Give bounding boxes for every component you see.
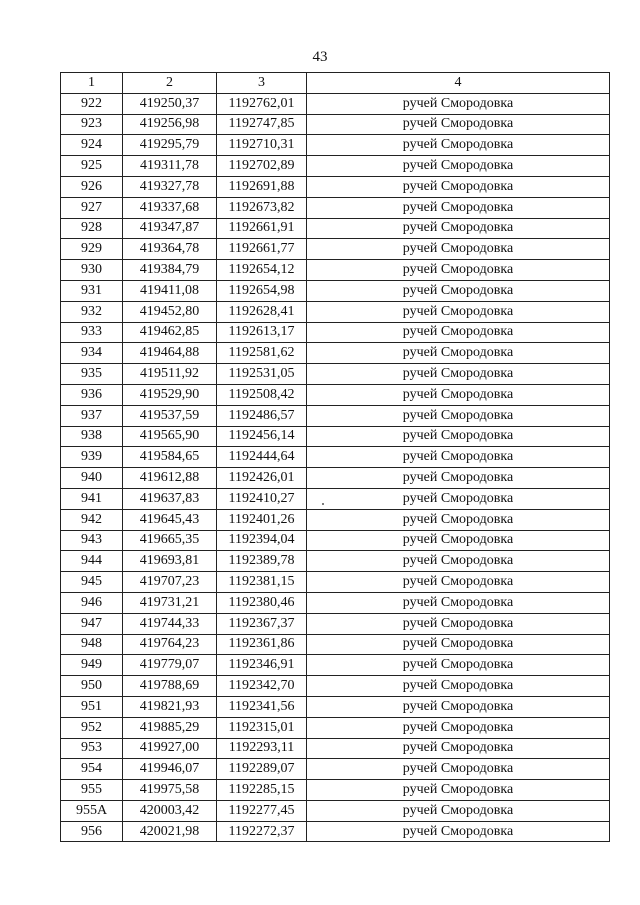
- point-number-cell: 941: [61, 488, 123, 509]
- table-row: [61, 239, 610, 260]
- point-number-cell: 933: [61, 322, 123, 343]
- y-coordinate-cell: 1192289,07: [217, 759, 307, 780]
- x-coordinate-cell: 419295,79: [123, 135, 217, 156]
- object-name-cell: ручей Смородовка: [307, 488, 610, 509]
- point-number-cell: 931: [61, 280, 123, 301]
- point-number-cell: 936: [61, 384, 123, 405]
- object-name-cell: ручей Смородовка: [307, 613, 610, 634]
- point-number-cell: 928: [61, 218, 123, 239]
- point-number-cell: 947: [61, 613, 123, 634]
- point-number-cell: 943: [61, 530, 123, 551]
- x-coordinate-cell: 419779,07: [123, 655, 217, 676]
- y-coordinate-cell: 1192456,14: [217, 426, 307, 447]
- object-name-cell: ручей Смородовка: [307, 717, 610, 738]
- point-number-cell: 927: [61, 197, 123, 218]
- x-coordinate-cell: 419975,58: [123, 780, 217, 801]
- table-row: [61, 613, 610, 634]
- object-name-cell: ручей Смородовка: [307, 509, 610, 530]
- point-number-cell: 934: [61, 343, 123, 364]
- table-row: [61, 592, 610, 613]
- y-coordinate-cell: 1192367,37: [217, 613, 307, 634]
- point-number-cell: 942: [61, 509, 123, 530]
- object-name-cell: ручей Смородовка: [307, 218, 610, 239]
- y-coordinate-cell: 1192581,62: [217, 343, 307, 364]
- y-coordinate-cell: 1192508,42: [217, 384, 307, 405]
- point-number-cell: 930: [61, 260, 123, 281]
- y-coordinate-cell: 1192285,15: [217, 780, 307, 801]
- y-coordinate-cell: 1192315,01: [217, 717, 307, 738]
- table-row: [61, 405, 610, 426]
- object-name-cell: ручей Смородовка: [307, 405, 610, 426]
- x-coordinate-cell: 419256,98: [123, 114, 217, 135]
- point-number-cell: 953: [61, 738, 123, 759]
- object-name-cell: ручей Смородовка: [307, 572, 610, 593]
- x-coordinate-cell: 419665,35: [123, 530, 217, 551]
- table-row: [61, 634, 610, 655]
- y-coordinate-cell: 1192272,37: [217, 821, 307, 842]
- y-coordinate-cell: 1192661,77: [217, 239, 307, 260]
- x-coordinate-cell: 419337,68: [123, 197, 217, 218]
- object-name-cell: ручей Смородовка: [307, 301, 610, 322]
- table-row: [61, 800, 610, 821]
- x-coordinate-cell: 419529,90: [123, 384, 217, 405]
- y-coordinate-cell: 1192277,45: [217, 800, 307, 821]
- x-coordinate-cell: 419885,29: [123, 717, 217, 738]
- point-number-cell: 925: [61, 156, 123, 177]
- table-row: [61, 384, 610, 405]
- header-row: [61, 73, 610, 94]
- object-name-cell: ручей Смородовка: [307, 738, 610, 759]
- point-number-cell: 938: [61, 426, 123, 447]
- x-coordinate-cell: 419384,79: [123, 260, 217, 281]
- header-y-coordinate: 3: [217, 73, 307, 94]
- x-coordinate-cell: 419645,43: [123, 509, 217, 530]
- x-coordinate-cell: 419788,69: [123, 676, 217, 697]
- point-number-cell: 951: [61, 696, 123, 717]
- x-coordinate-cell: 419250,37: [123, 93, 217, 114]
- table-header: [61, 73, 610, 94]
- point-number-cell: 955А: [61, 800, 123, 821]
- x-coordinate-cell: 419464,88: [123, 343, 217, 364]
- object-name-cell: ручей Смородовка: [307, 343, 610, 364]
- object-name-cell: ручей Смородовка: [307, 821, 610, 842]
- scan-speck: [322, 503, 324, 505]
- y-coordinate-cell: 1192381,15: [217, 572, 307, 593]
- table-row: [61, 676, 610, 697]
- table-row: [61, 572, 610, 593]
- table-row: [61, 468, 610, 489]
- page-number: 43: [312, 49, 328, 65]
- y-coordinate-cell: 1192702,89: [217, 156, 307, 177]
- y-coordinate-cell: 1192654,98: [217, 280, 307, 301]
- x-coordinate-cell: 419452,80: [123, 301, 217, 322]
- point-number-cell: 949: [61, 655, 123, 676]
- point-number-cell: 922: [61, 93, 123, 114]
- point-number-cell: 955: [61, 780, 123, 801]
- table-row: [61, 759, 610, 780]
- table-row: [61, 551, 610, 572]
- y-coordinate-cell: 1192762,01: [217, 93, 307, 114]
- table-row: [61, 530, 610, 551]
- table-row: [61, 696, 610, 717]
- table-row: [61, 655, 610, 676]
- table-row: [61, 780, 610, 801]
- object-name-cell: ручей Смородовка: [307, 634, 610, 655]
- y-coordinate-cell: 1192661,91: [217, 218, 307, 239]
- object-name-cell: ручей Смородовка: [307, 93, 610, 114]
- y-coordinate-cell: 1192673,82: [217, 197, 307, 218]
- point-number-cell: 937: [61, 405, 123, 426]
- x-coordinate-cell: 419821,93: [123, 696, 217, 717]
- point-number-cell: 932: [61, 301, 123, 322]
- point-number-cell: 950: [61, 676, 123, 697]
- x-coordinate-cell: 419764,23: [123, 634, 217, 655]
- point-number-cell: 935: [61, 364, 123, 385]
- object-name-cell: ручей Смородовка: [307, 447, 610, 468]
- y-coordinate-cell: 1192531,05: [217, 364, 307, 385]
- point-number-cell: 940: [61, 468, 123, 489]
- point-number-cell: 944: [61, 551, 123, 572]
- object-name-cell: ручей Смородовка: [307, 280, 610, 301]
- point-number-cell: 946: [61, 592, 123, 613]
- table-row: [61, 488, 610, 509]
- x-coordinate-cell: 419537,59: [123, 405, 217, 426]
- x-coordinate-cell: 419927,00: [123, 738, 217, 759]
- object-name-cell: ручей Смородовка: [307, 468, 610, 489]
- table-row: [61, 447, 610, 468]
- table-row: [61, 156, 610, 177]
- object-name-cell: ручей Смородовка: [307, 197, 610, 218]
- object-name-cell: ручей Смородовка: [307, 260, 610, 281]
- x-coordinate-cell: 419411,08: [123, 280, 217, 301]
- point-number-cell: 924: [61, 135, 123, 156]
- point-number-cell: 939: [61, 447, 123, 468]
- x-coordinate-cell: 420003,42: [123, 800, 217, 821]
- point-number-cell: 926: [61, 176, 123, 197]
- table-row: [61, 343, 610, 364]
- y-coordinate-cell: 1192691,88: [217, 176, 307, 197]
- x-coordinate-cell: 420021,98: [123, 821, 217, 842]
- x-coordinate-cell: 419364,78: [123, 239, 217, 260]
- x-coordinate-cell: 419731,21: [123, 592, 217, 613]
- table-row: [61, 322, 610, 343]
- y-coordinate-cell: 1192628,41: [217, 301, 307, 322]
- point-number-cell: 923: [61, 114, 123, 135]
- table-row: [61, 218, 610, 239]
- y-coordinate-cell: 1192346,91: [217, 655, 307, 676]
- table-row: [61, 426, 610, 447]
- y-coordinate-cell: 1192341,56: [217, 696, 307, 717]
- x-coordinate-cell: 419311,78: [123, 156, 217, 177]
- x-coordinate-cell: 419707,23: [123, 572, 217, 593]
- y-coordinate-cell: 1192342,70: [217, 676, 307, 697]
- object-name-cell: ручей Смородовка: [307, 176, 610, 197]
- y-coordinate-cell: 1192654,12: [217, 260, 307, 281]
- object-name-cell: ручей Смородовка: [307, 759, 610, 780]
- table-row: [61, 260, 610, 281]
- y-coordinate-cell: 1192747,85: [217, 114, 307, 135]
- object-name-cell: ручей Смородовка: [307, 135, 610, 156]
- y-coordinate-cell: 1192394,04: [217, 530, 307, 551]
- object-name-cell: ручей Смородовка: [307, 696, 610, 717]
- y-coordinate-cell: 1192410,27: [217, 488, 307, 509]
- x-coordinate-cell: 419511,92: [123, 364, 217, 385]
- y-coordinate-cell: 1192389,78: [217, 551, 307, 572]
- x-coordinate-cell: 419693,81: [123, 551, 217, 572]
- y-coordinate-cell: 1192444,64: [217, 447, 307, 468]
- table-row: [61, 176, 610, 197]
- x-coordinate-cell: 419347,87: [123, 218, 217, 239]
- x-coordinate-cell: 419565,90: [123, 426, 217, 447]
- table-row: [61, 301, 610, 322]
- point-number-cell: 954: [61, 759, 123, 780]
- x-coordinate-cell: 419612,88: [123, 468, 217, 489]
- table-body: [61, 93, 610, 842]
- point-number-cell: 945: [61, 572, 123, 593]
- table-row: [61, 135, 610, 156]
- x-coordinate-cell: 419637,83: [123, 488, 217, 509]
- object-name-cell: ручей Смородовка: [307, 426, 610, 447]
- object-name-cell: ручей Смородовка: [307, 364, 610, 385]
- y-coordinate-cell: 1192380,46: [217, 592, 307, 613]
- x-coordinate-cell: 419584,65: [123, 447, 217, 468]
- coordinates-table: [60, 72, 610, 842]
- x-coordinate-cell: 419946,07: [123, 759, 217, 780]
- y-coordinate-cell: 1192710,31: [217, 135, 307, 156]
- table-row: [61, 280, 610, 301]
- object-name-cell: ручей Смородовка: [307, 384, 610, 405]
- header-x-coordinate: 2: [123, 73, 217, 94]
- y-coordinate-cell: 1192613,17: [217, 322, 307, 343]
- y-coordinate-cell: 1192361,86: [217, 634, 307, 655]
- point-number-cell: 956: [61, 821, 123, 842]
- table-row: [61, 717, 610, 738]
- table-row: [61, 509, 610, 530]
- point-number-cell: 952: [61, 717, 123, 738]
- object-name-cell: ручей Смородовка: [307, 156, 610, 177]
- x-coordinate-cell: 419462,85: [123, 322, 217, 343]
- point-number-cell: 929: [61, 239, 123, 260]
- y-coordinate-cell: 1192426,01: [217, 468, 307, 489]
- x-coordinate-cell: 419744,33: [123, 613, 217, 634]
- y-coordinate-cell: 1192401,26: [217, 509, 307, 530]
- point-number-cell: 948: [61, 634, 123, 655]
- x-coordinate-cell: 419327,78: [123, 176, 217, 197]
- object-name-cell: ручей Смородовка: [307, 322, 610, 343]
- table-row: [61, 364, 610, 385]
- object-name-cell: ручей Смородовка: [307, 114, 610, 135]
- table-row: [61, 821, 610, 842]
- object-name-cell: ручей Смородовка: [307, 530, 610, 551]
- y-coordinate-cell: 1192293,11: [217, 738, 307, 759]
- table-row: [61, 114, 610, 135]
- table-row: [61, 197, 610, 218]
- object-name-cell: ручей Смородовка: [307, 676, 610, 697]
- object-name-cell: ручей Смородовка: [307, 780, 610, 801]
- object-name-cell: ручей Смородовка: [307, 239, 610, 260]
- object-name-cell: ручей Смородовка: [307, 592, 610, 613]
- header-point-number: 1: [61, 73, 123, 94]
- object-name-cell: ручей Смородовка: [307, 655, 610, 676]
- object-name-cell: ручей Смородовка: [307, 800, 610, 821]
- object-name-cell: ручей Смородовка: [307, 551, 610, 572]
- table-row: [61, 738, 610, 759]
- y-coordinate-cell: 1192486,57: [217, 405, 307, 426]
- header-object-name: 4: [307, 73, 610, 94]
- table-row: [61, 93, 610, 114]
